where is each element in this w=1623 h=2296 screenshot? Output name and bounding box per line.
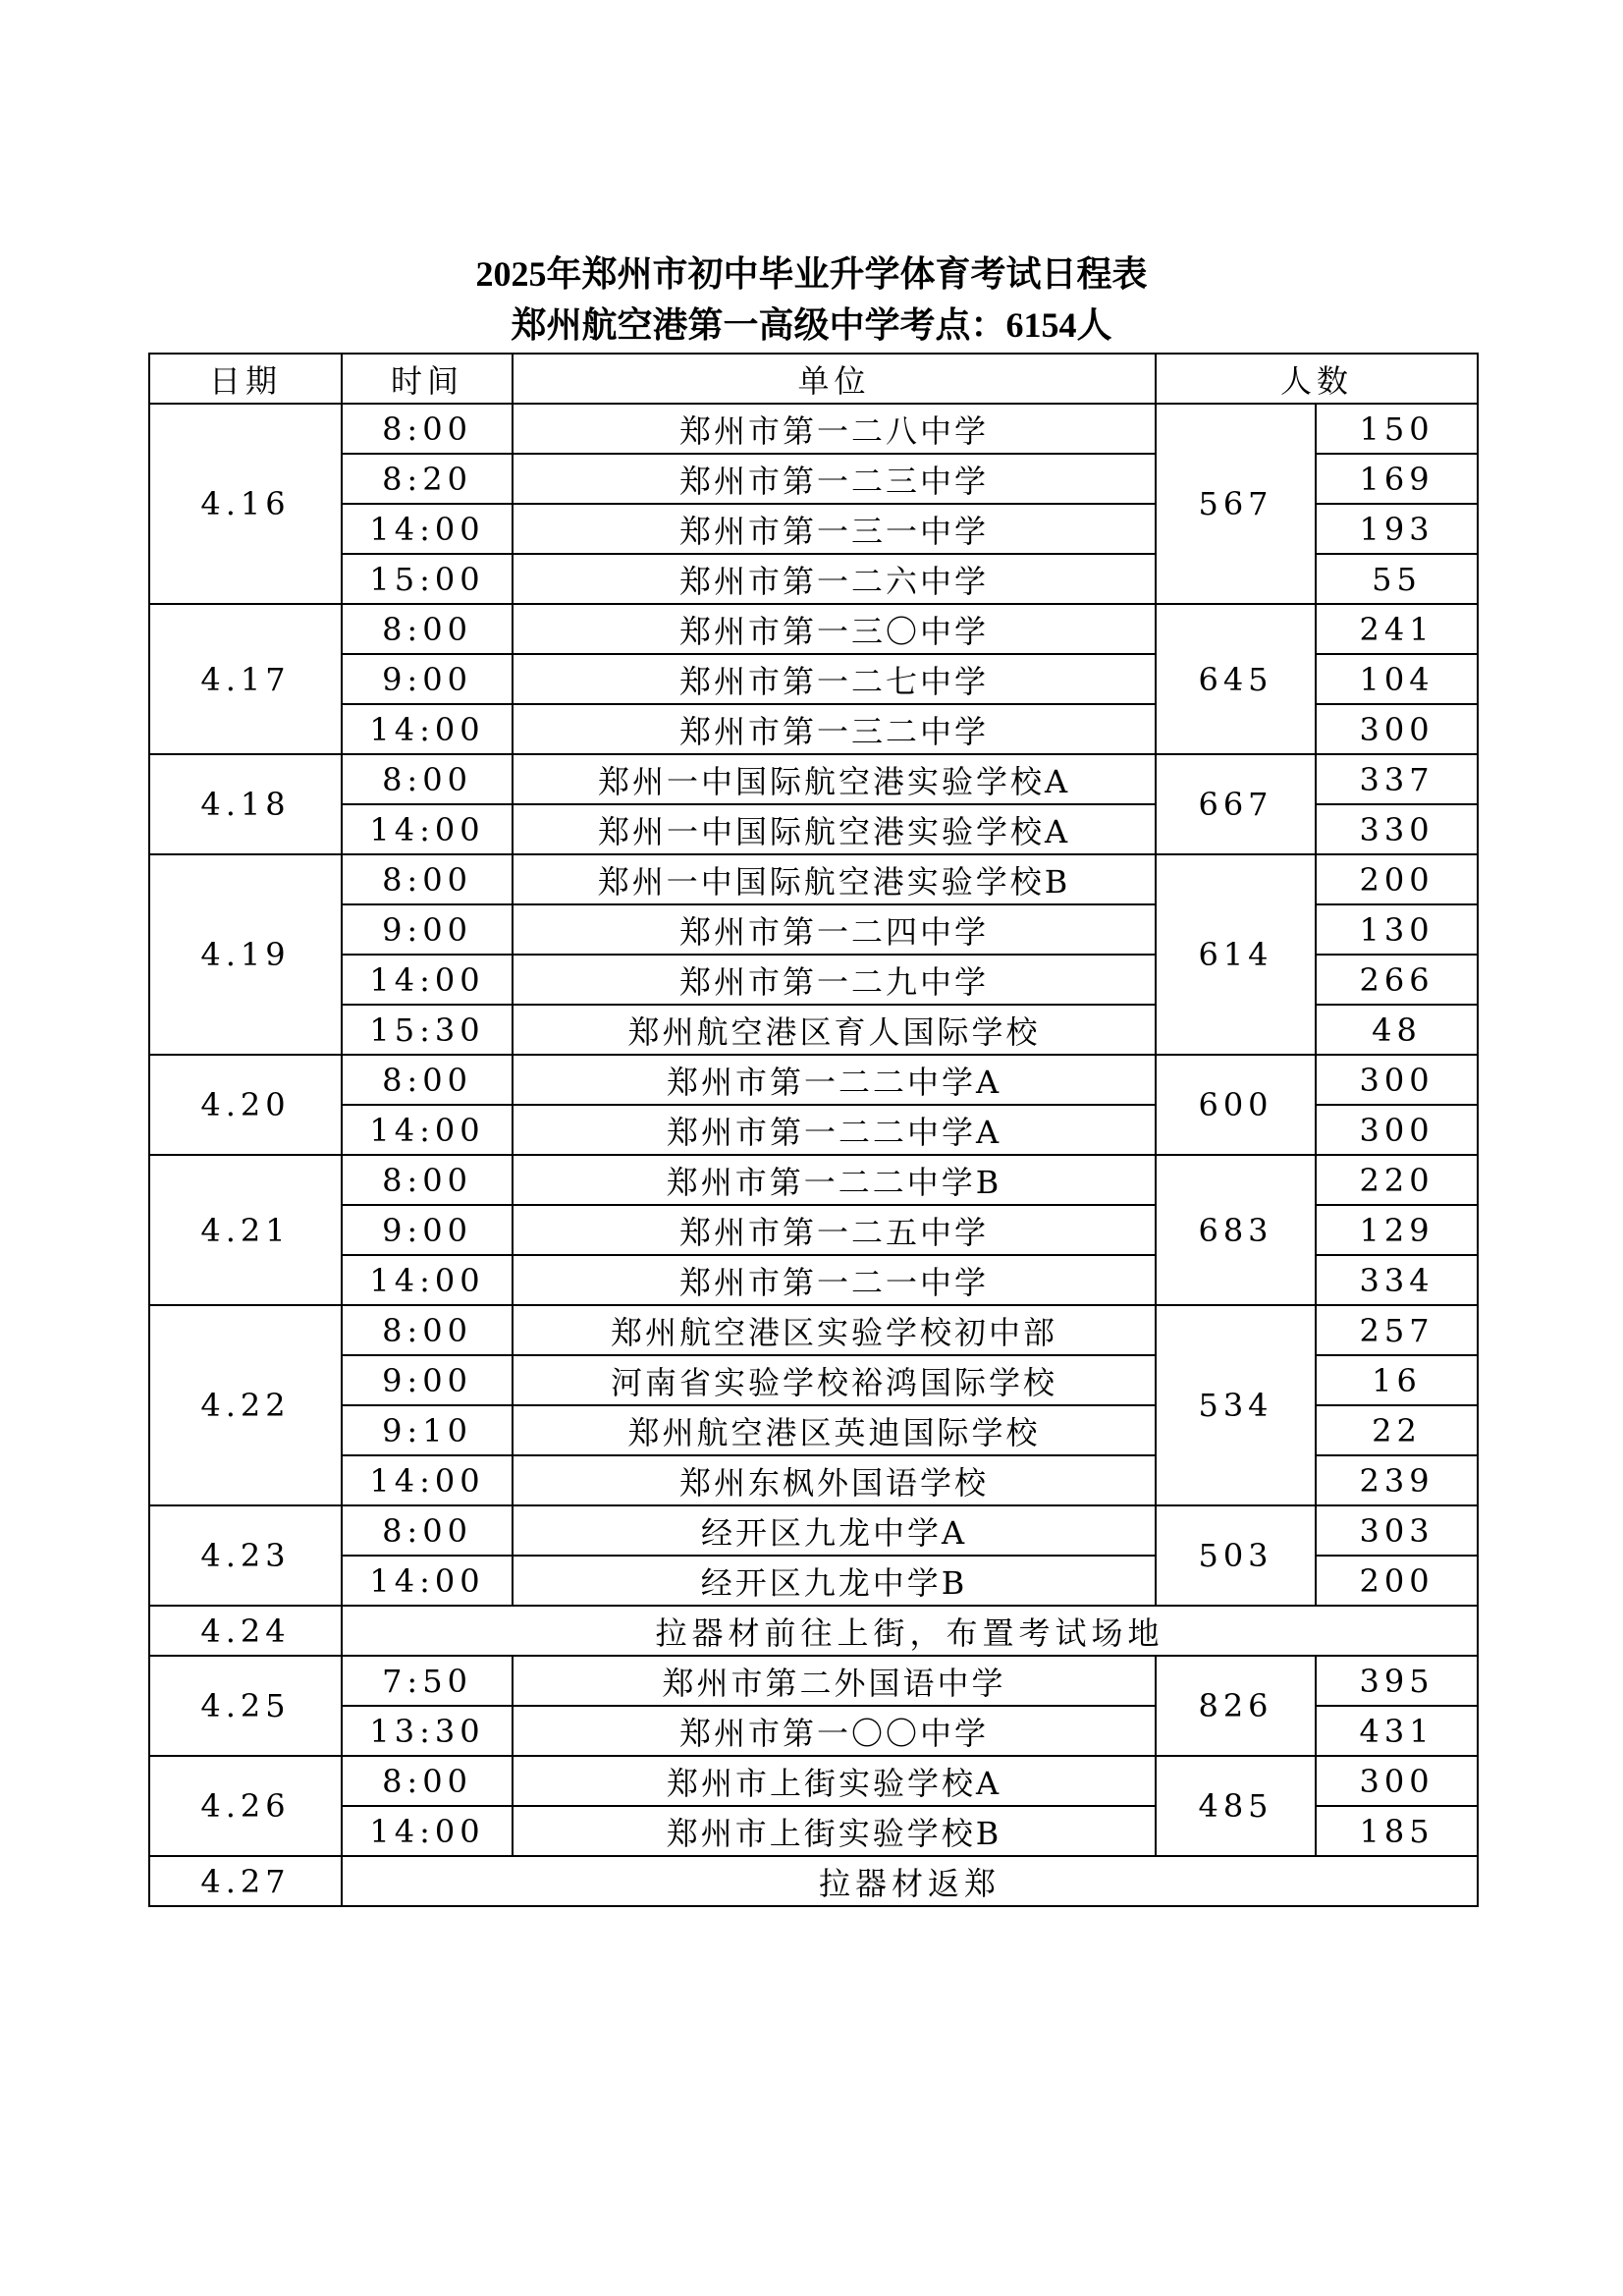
unit-cell: 郑州市第一二五中学 [513, 1205, 1156, 1255]
note-cell: 拉器材前往上街，布置考试场地 [342, 1606, 1478, 1656]
unit-cell: 郑州航空港区英迪国际学校 [513, 1405, 1156, 1455]
time-cell: 8:00 [342, 404, 513, 454]
time-cell: 8:00 [342, 1505, 513, 1556]
unit-cell: 郑州市第一二一中学 [513, 1255, 1156, 1305]
count-cell: 266 [1316, 955, 1478, 1005]
time-cell: 14:00 [342, 1255, 513, 1305]
unit-cell: 郑州航空港区实验学校初中部 [513, 1305, 1156, 1355]
unit-cell: 郑州航空港区育人国际学校 [513, 1005, 1156, 1055]
header-count: 人数 [1156, 354, 1478, 404]
count-cell: 334 [1316, 1255, 1478, 1305]
table-row [149, 1155, 1478, 1205]
date-cell: 4.19 [149, 854, 342, 1055]
count-cell: 239 [1316, 1455, 1478, 1505]
table-row [149, 604, 1478, 654]
time-cell: 14:00 [342, 1806, 513, 1856]
date-cell: 4.18 [149, 754, 342, 854]
count-cell: 55 [1316, 554, 1478, 604]
count-cell: 169 [1316, 454, 1478, 504]
unit-cell: 郑州市第一二六中学 [513, 554, 1156, 604]
time-cell: 14:00 [342, 804, 513, 854]
unit-cell: 郑州市第一二八中学 [513, 404, 1156, 454]
document-subtitle: 郑州航空港第一高级中学考点：6154人 [511, 305, 1112, 345]
unit-cell: 郑州市第一三二中学 [513, 704, 1156, 754]
count-cell: 16 [1316, 1355, 1478, 1405]
count-cell: 193 [1316, 504, 1478, 554]
unit-cell: 郑州市上街实验学校B [513, 1806, 1156, 1856]
table-row [149, 1856, 1478, 1906]
count-cell: 22 [1316, 1405, 1478, 1455]
table-row [149, 754, 1478, 804]
time-cell: 15:00 [342, 554, 513, 604]
count-cell: 337 [1316, 754, 1478, 804]
time-cell: 9:00 [342, 904, 513, 955]
day-total-cell: 826 [1156, 1656, 1316, 1756]
time-cell: 9:10 [342, 1405, 513, 1455]
unit-cell: 郑州市第一三一中学 [513, 504, 1156, 554]
unit-cell: 郑州市第一〇〇中学 [513, 1706, 1156, 1756]
count-cell: 241 [1316, 604, 1478, 654]
time-cell: 14:00 [342, 504, 513, 554]
count-cell: 257 [1316, 1305, 1478, 1355]
date-cell: 4.23 [149, 1505, 342, 1606]
unit-cell: 郑州市上街实验学校A [513, 1756, 1156, 1806]
count-cell: 48 [1316, 1005, 1478, 1055]
day-total-cell: 503 [1156, 1505, 1316, 1606]
time-cell: 14:00 [342, 1556, 513, 1606]
count-cell: 129 [1316, 1205, 1478, 1255]
time-cell: 8:00 [342, 604, 513, 654]
header-unit: 单位 [513, 354, 1156, 404]
time-cell: 7:50 [342, 1656, 513, 1706]
document-title: 2025年郑州市初中毕业升学体育考试日程表 [475, 254, 1148, 294]
time-cell: 8:00 [342, 1305, 513, 1355]
count-cell: 431 [1316, 1706, 1478, 1756]
day-total-cell: 567 [1156, 404, 1316, 604]
table-row [149, 1606, 1478, 1656]
time-cell: 8:00 [342, 854, 513, 904]
day-total-cell: 600 [1156, 1055, 1316, 1155]
table-row [149, 1055, 1478, 1105]
schedule-body [149, 404, 1478, 1906]
date-cell: 4.27 [149, 1856, 342, 1906]
time-cell: 14:00 [342, 955, 513, 1005]
date-cell: 4.22 [149, 1305, 342, 1505]
time-cell: 15:30 [342, 1005, 513, 1055]
date-cell: 4.21 [149, 1155, 342, 1305]
table-row [149, 1756, 1478, 1806]
count-cell: 185 [1316, 1806, 1478, 1856]
day-total-cell: 645 [1156, 604, 1316, 754]
date-cell: 4.24 [149, 1606, 342, 1656]
header-date: 日期 [149, 354, 342, 404]
table-row [149, 1505, 1478, 1556]
unit-cell: 郑州市第一二四中学 [513, 904, 1156, 955]
header-time: 时间 [342, 354, 513, 404]
time-cell: 8:00 [342, 1756, 513, 1806]
unit-cell: 郑州市第一二二中学A [513, 1105, 1156, 1155]
day-total-cell: 614 [1156, 854, 1316, 1055]
schedule-table [148, 353, 1479, 1907]
unit-cell: 郑州东枫外国语学校 [513, 1455, 1156, 1505]
time-cell: 8:00 [342, 1155, 513, 1205]
time-cell: 14:00 [342, 1455, 513, 1505]
unit-cell: 郑州市第一二九中学 [513, 955, 1156, 1005]
table-row [149, 1305, 1478, 1355]
note-cell: 拉器材返郑 [342, 1856, 1478, 1906]
table-row [149, 1656, 1478, 1706]
time-cell: 14:00 [342, 704, 513, 754]
count-cell: 300 [1316, 1105, 1478, 1155]
unit-cell: 郑州一中国际航空港实验学校A [513, 754, 1156, 804]
table-row [149, 854, 1478, 904]
date-cell: 4.17 [149, 604, 342, 754]
count-cell: 395 [1316, 1656, 1478, 1706]
time-cell: 8:00 [342, 1055, 513, 1105]
count-cell: 200 [1316, 1556, 1478, 1606]
count-cell: 303 [1316, 1505, 1478, 1556]
count-cell: 330 [1316, 804, 1478, 854]
time-cell: 9:00 [342, 1205, 513, 1255]
time-cell: 9:00 [342, 1355, 513, 1405]
date-cell: 4.25 [149, 1656, 342, 1756]
unit-cell: 郑州市第一三〇中学 [513, 604, 1156, 654]
unit-cell: 郑州一中国际航空港实验学校A [513, 804, 1156, 854]
unit-cell: 郑州市第二外国语中学 [513, 1656, 1156, 1706]
time-cell: 14:00 [342, 1105, 513, 1155]
table-header-row [149, 354, 1478, 404]
unit-cell: 郑州市第一二三中学 [513, 454, 1156, 504]
unit-cell: 郑州市第一二二中学A [513, 1055, 1156, 1105]
unit-cell: 郑州市第一二七中学 [513, 654, 1156, 704]
day-total-cell: 683 [1156, 1155, 1316, 1305]
day-total-cell: 485 [1156, 1756, 1316, 1856]
date-cell: 4.26 [149, 1756, 342, 1856]
time-cell: 8:20 [342, 454, 513, 504]
count-cell: 150 [1316, 404, 1478, 454]
count-cell: 300 [1316, 704, 1478, 754]
unit-cell: 郑州一中国际航空港实验学校B [513, 854, 1156, 904]
count-cell: 300 [1316, 1055, 1478, 1105]
time-cell: 8:00 [342, 754, 513, 804]
count-cell: 220 [1316, 1155, 1478, 1205]
unit-cell: 河南省实验学校裕鸿国际学校 [513, 1355, 1156, 1405]
unit-cell: 经开区九龙中学A [513, 1505, 1156, 1556]
table-row [149, 404, 1478, 454]
time-cell: 13:30 [342, 1706, 513, 1756]
date-cell: 4.16 [149, 404, 342, 604]
unit-cell: 经开区九龙中学B [513, 1556, 1156, 1606]
date-cell: 4.20 [149, 1055, 342, 1155]
day-total-cell: 667 [1156, 754, 1316, 854]
day-total-cell: 534 [1156, 1305, 1316, 1505]
count-cell: 130 [1316, 904, 1478, 955]
time-cell: 9:00 [342, 654, 513, 704]
count-cell: 300 [1316, 1756, 1478, 1806]
unit-cell: 郑州市第一二二中学B [513, 1155, 1156, 1205]
count-cell: 104 [1316, 654, 1478, 704]
count-cell: 200 [1316, 854, 1478, 904]
